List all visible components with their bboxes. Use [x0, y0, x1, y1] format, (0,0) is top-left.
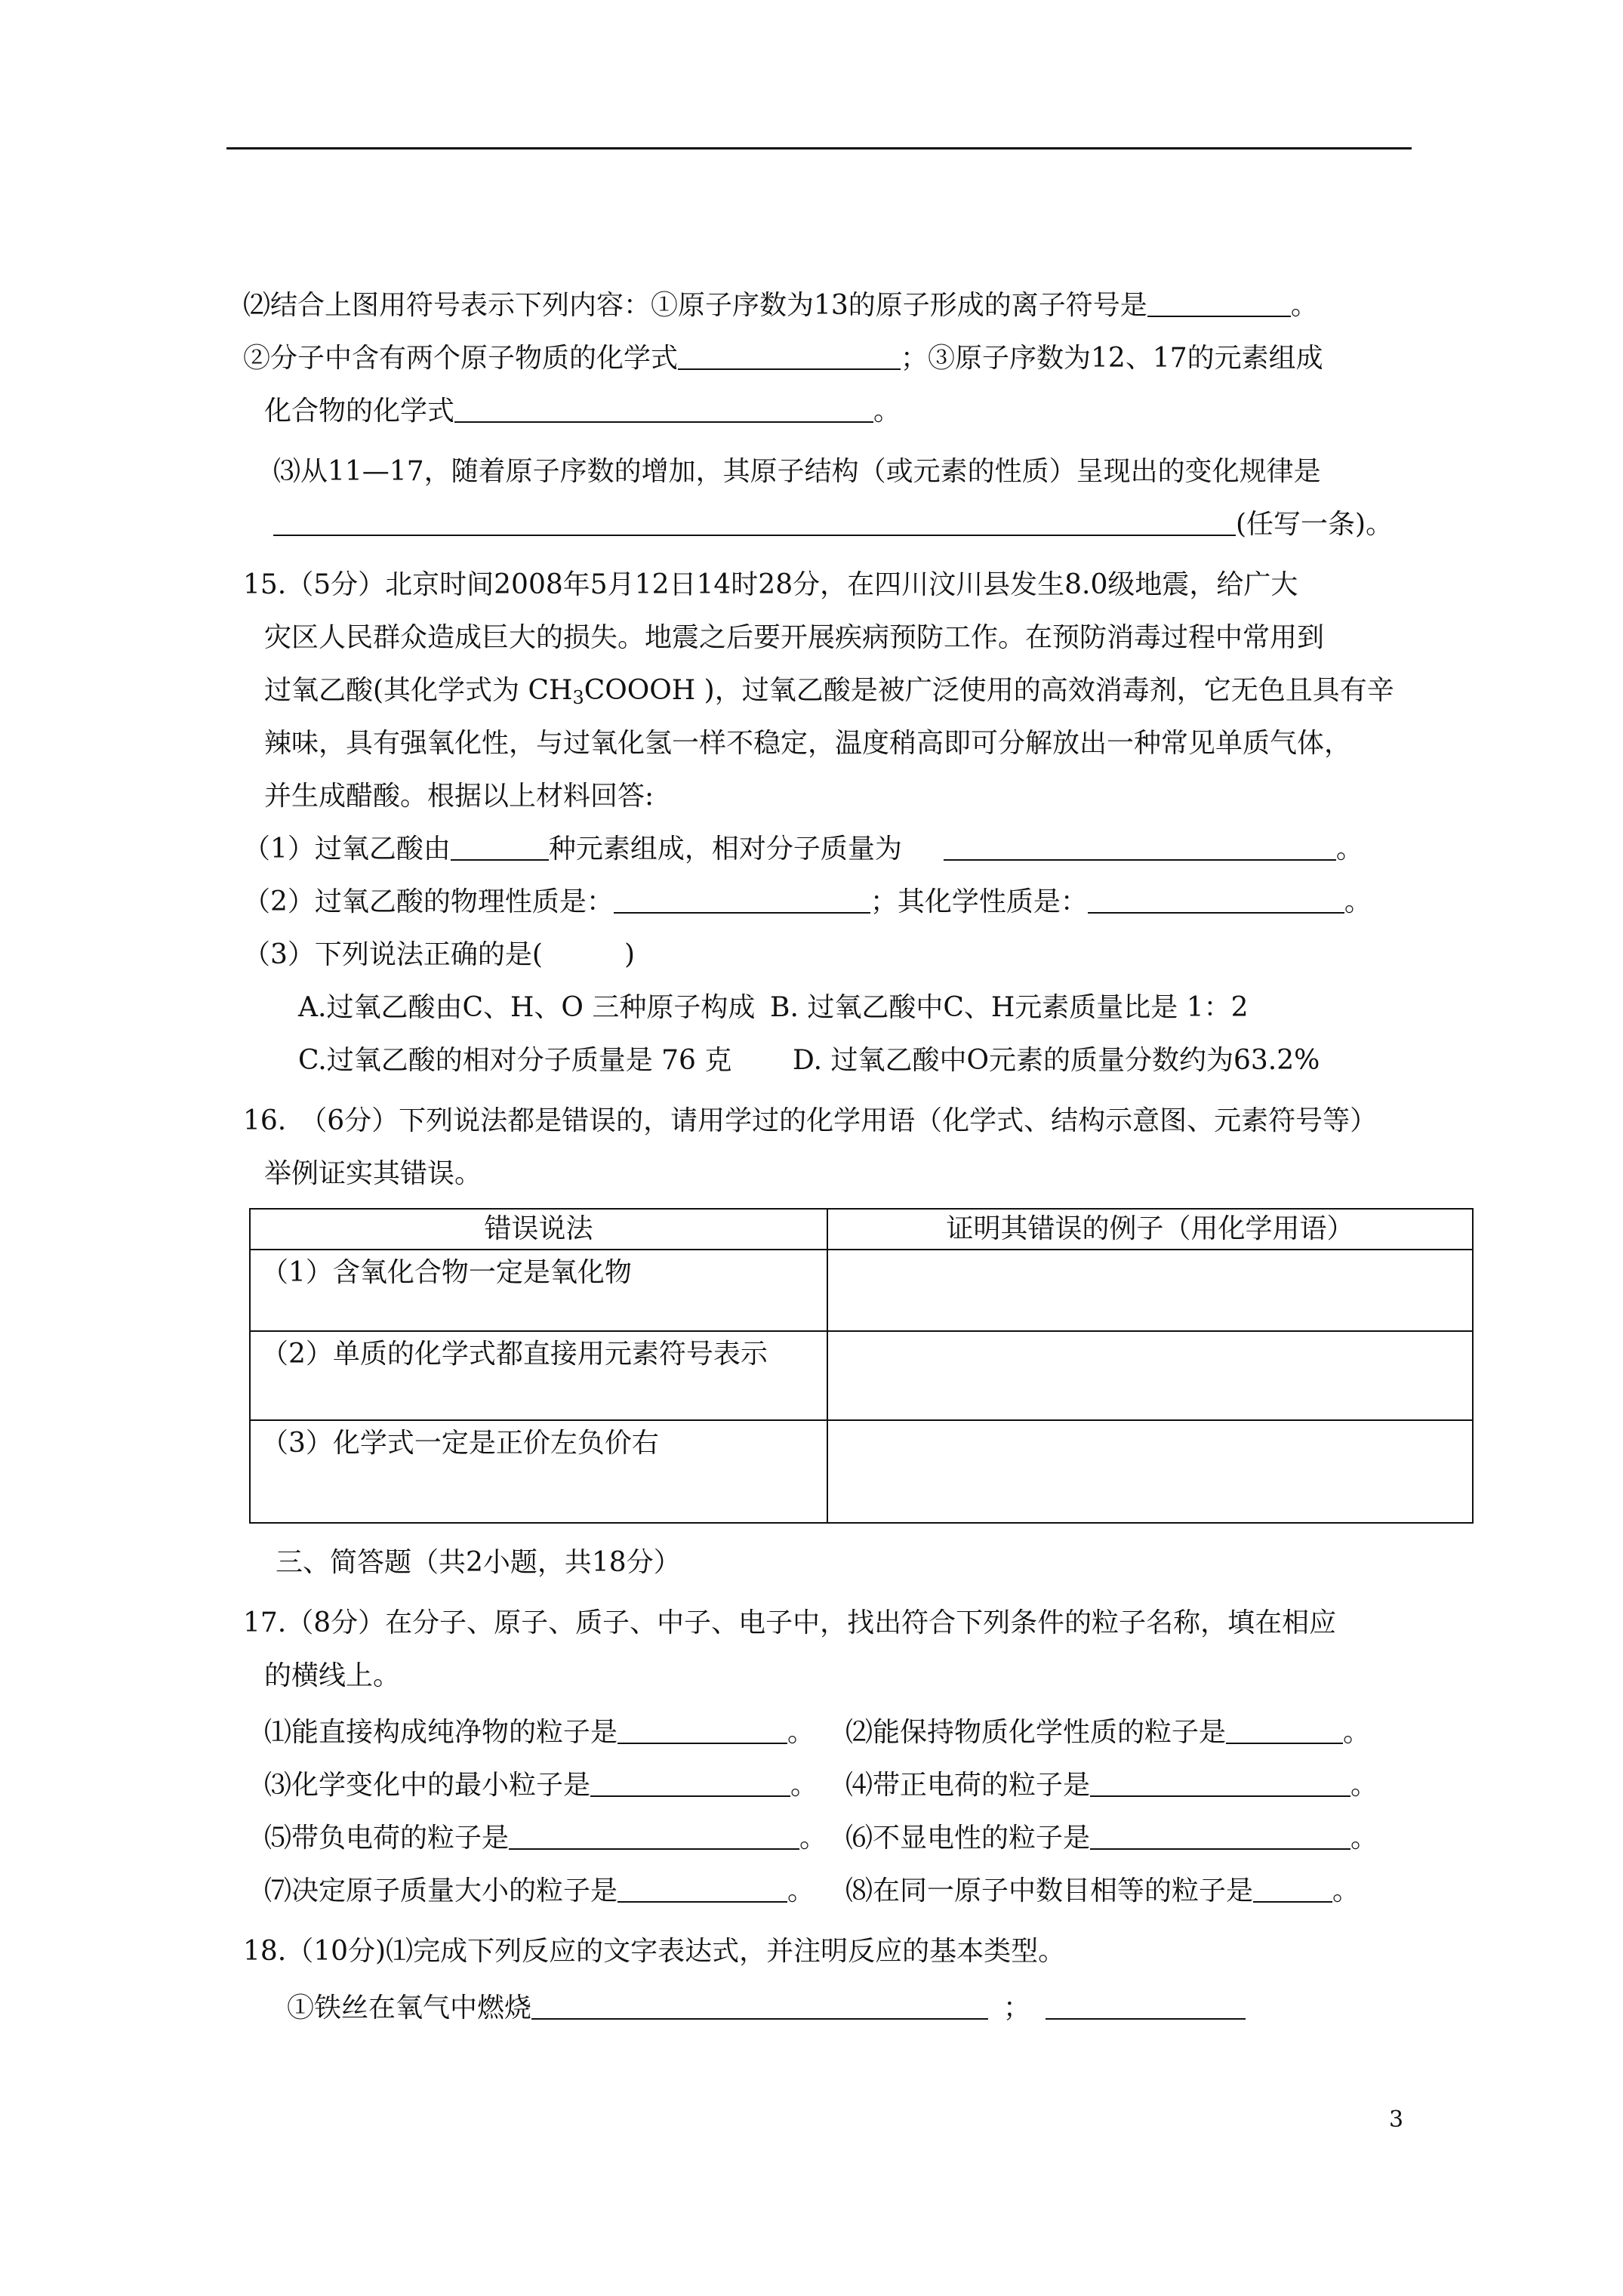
q16-line-2: 举例证实其错误。 [264, 1158, 482, 1189]
column-header: 证明其错误的例子（用化学用语） [827, 1209, 1473, 1250]
q15-sub-3: （3）下列说法正确的是( ) [243, 939, 635, 970]
answer-blank[interactable] [273, 509, 1236, 536]
table-row [250, 1420, 1473, 1523]
q14-line-1: ⑵结合上图用符号表示下列内容：①原子序数为13的原子形成的离子符号是 。 [243, 290, 1318, 321]
q15-line-2: 灾区人民群众造成巨大的损失。地震之后要开展疾病预防工作。在预防消毒过程中常用到 [264, 622, 1325, 653]
answer-blank[interactable] [944, 834, 1336, 861]
answer-blank[interactable] [1090, 1770, 1350, 1797]
table-cell: （3）化学式一定是正价左负价右 [250, 1420, 827, 1523]
table-header-row [250, 1209, 1473, 1250]
answer-blank[interactable] [617, 1875, 787, 1903]
answer-blank[interactable] [454, 396, 873, 423]
page-number: 3 [1389, 2106, 1404, 2133]
answer-blank[interactable] [614, 886, 870, 914]
section-heading: 三、简答题（共2小题，共18分） [276, 1547, 681, 1578]
answer-blank[interactable] [1088, 886, 1344, 914]
q15-line-3: 过氧乙酸(其化学式为 $CH_3COOOH$ )，过氧乙酸是被广泛使用的高效消毒剂，它无色且具有辛 [264, 675, 1394, 708]
answer-cell[interactable] [827, 1420, 1473, 1523]
q17-item-1: ⑴能直接构成纯净物的粒子是 。 [264, 1717, 815, 1748]
q17-item-7: ⑺决定原子质量大小的粒子是 。 [264, 1875, 815, 1906]
answer-blank[interactable] [531, 1992, 988, 2020]
q15-line-5: 并生成醋酸。根据以上材料回答: [264, 781, 654, 812]
q14-line-4: ⑶从11—17，随着原子序数的增加，其原子结构（或元素的性质）呈现出的变化规律是 [273, 456, 1321, 487]
table-row [250, 1250, 1473, 1331]
answer-blank[interactable] [1253, 1875, 1332, 1903]
q18-line-1: 18.（10分)⑴完成下列反应的文字表达式，并注明反应的基本类型。 [243, 1936, 1066, 1967]
q17-item-2: ⑵能保持物质化学性质的粒子是 。 [845, 1717, 1371, 1748]
q15-sub-1: （1）过氧乙酸由 种元素组成，相对分子质量为 。 [243, 834, 1363, 864]
error-example-table [249, 1208, 1474, 1524]
q17-line-1: 17.（8分）在分子、原子、质子、中子、电子中，找出符合下列条件的粒子名称，填在相应 [243, 1607, 1337, 1638]
answer-blank[interactable] [1046, 1992, 1246, 2020]
answer-blank[interactable] [590, 1770, 790, 1797]
header-rule [226, 147, 1412, 149]
q16-line-1: 16. （6分）下列说法都是错误的，请用学过的化学用语（化学式、结构示意图、元素符号等） [243, 1105, 1378, 1136]
q14-line-5: (任写一条)。 [273, 498, 1393, 551]
q15-line-4: 辣味，具有强氧化性，与过氧化氢一样不稳定，温度稍高即可分解放出一种常见单质气体， [264, 728, 1352, 759]
answer-blank[interactable] [1090, 1823, 1350, 1850]
q15-option-a: A.过氧乙酸由C、H、O 三种原子构成 [298, 992, 756, 1023]
q17-item-3: ⑶化学变化中的最小粒子是 。 [264, 1770, 818, 1801]
q15-option-d: D. 过氧乙酸中O元素的质量分数约为63.2% [793, 1045, 1320, 1076]
table-row [250, 1331, 1473, 1420]
q17-item-6: ⑹不显电性的粒子是 。 [845, 1823, 1378, 1854]
q14-line-3: 化合物的化学式 。 [264, 396, 901, 427]
q15-option-c: C.过氧乙酸的相对分子质量是 76 克 [298, 1045, 732, 1076]
answer-blank[interactable] [509, 1823, 799, 1850]
answer-blank[interactable] [617, 1717, 787, 1744]
q17-item-8: ⑻在同一原子中数目相等的粒子是 。 [845, 1875, 1360, 1906]
table-cell: （1）含氧化合物一定是氧化物 [250, 1250, 827, 1331]
answer-blank[interactable] [1147, 290, 1291, 317]
q15-option-b: B. 过氧乙酸中C、H元素质量比是 1：2 [770, 992, 1249, 1023]
q18-reaction-1: ①铁丝在氧气中燃烧 ； [287, 1982, 1246, 2035]
q17-item-5: ⑸带负电荷的粒子是 。 [264, 1823, 827, 1854]
column-header: 错误说法 [250, 1209, 827, 1250]
q15-sub-2: （2）过氧乙酸的物理性质是： ；其化学性质是： 。 [243, 886, 1372, 917]
answer-cell[interactable] [827, 1331, 1473, 1420]
answer-blank[interactable] [451, 834, 549, 861]
answer-cell[interactable] [827, 1250, 1473, 1331]
q15-line-1: 15.（5分）北京时间2008年5月12日14时28分，在四川汶川县发生8.0级地震，给广大 [243, 569, 1298, 600]
q17-line-2: 的横线上。 [264, 1660, 401, 1691]
answer-blank[interactable] [678, 343, 901, 370]
q14-line-2: ②分子中含有两个原子物质的化学式 ；③原子序数为12、17的元素组成 [243, 343, 1323, 374]
answer-blank[interactable] [1226, 1717, 1343, 1744]
q17-item-4: ⑷带正电荷的粒子是 。 [845, 1770, 1378, 1801]
table-cell: （2）单质的化学式都直接用元素符号表示 [250, 1331, 827, 1420]
